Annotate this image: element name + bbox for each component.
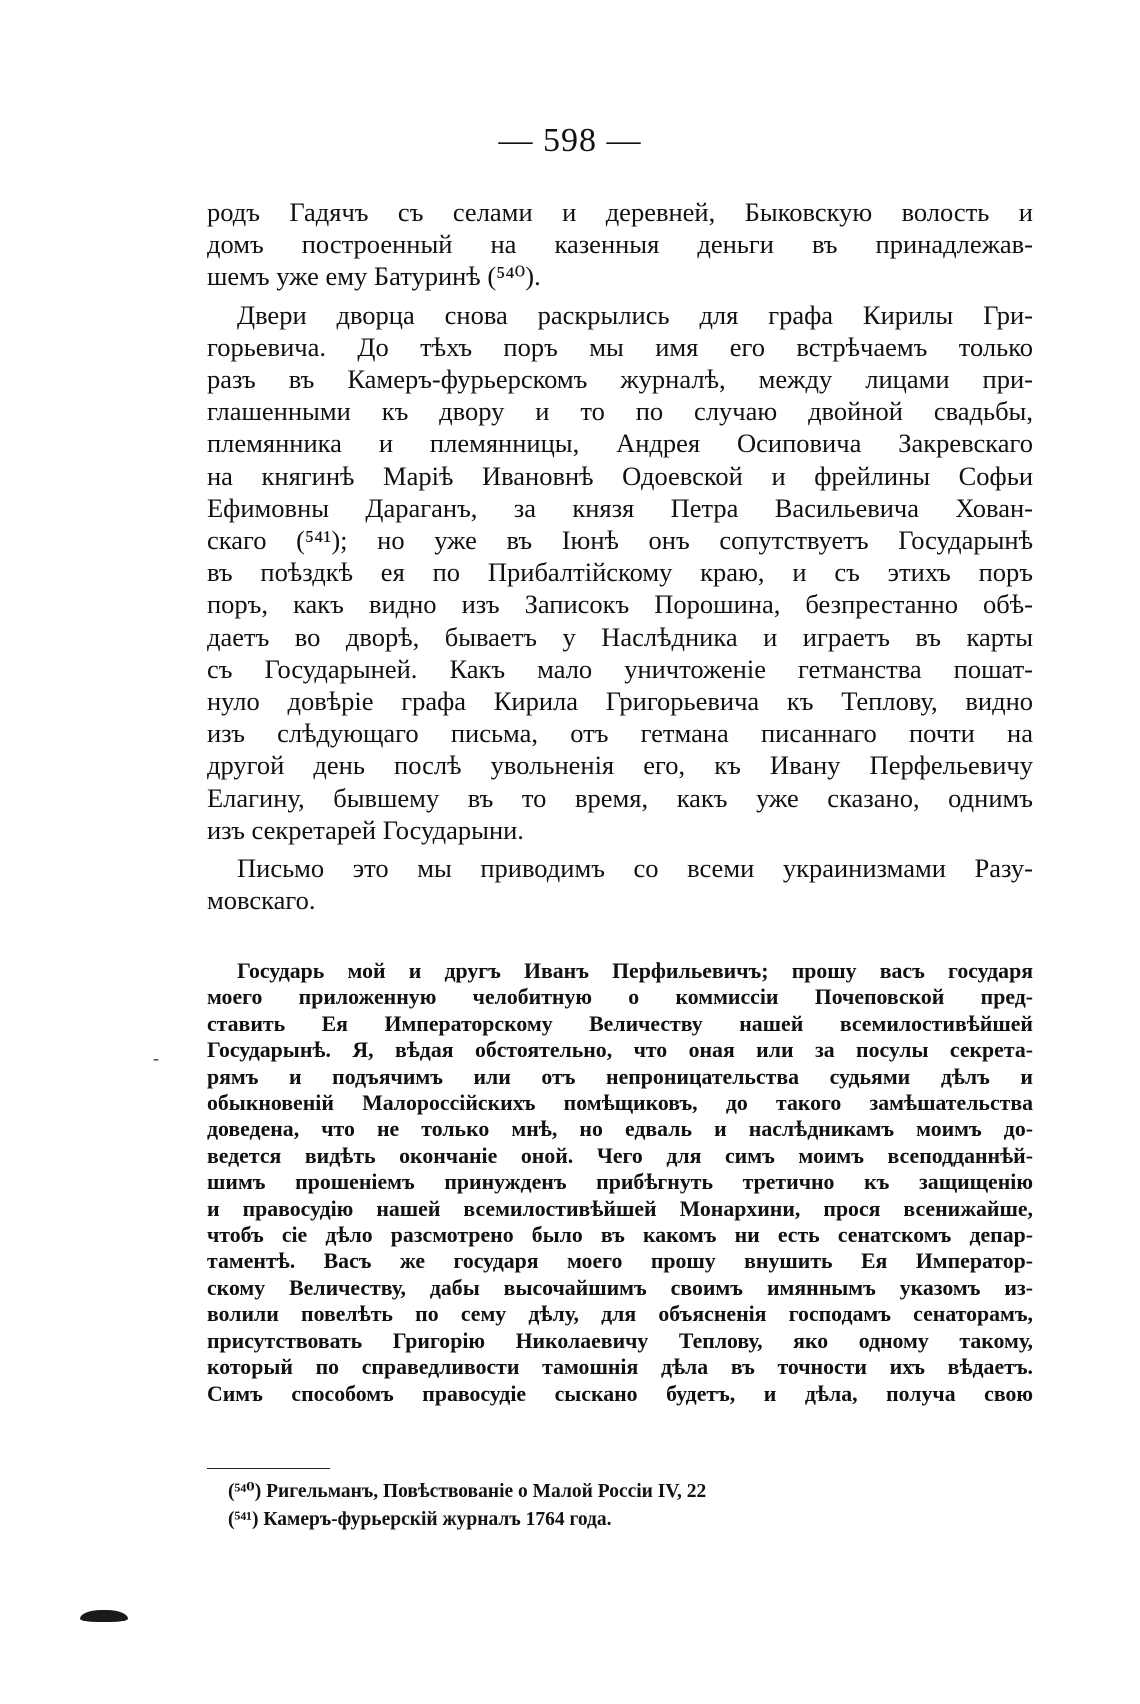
text-line: Ефимовны Дараганъ, за князя Петра Васильевича Хован- — [207, 492, 1033, 523]
text-line: Двери дворца снова раскрылись для графа Кирилы Гри- — [237, 299, 1033, 330]
text-line: скаго (⁵⁴¹); но уже въ Iюнѣ онъ сопутствуетъ Государынѣ — [207, 525, 1033, 556]
letter-line: обыкновенiй Малороссiйскихъ помѣщиковъ, до такого замѣшательства — [207, 1091, 1033, 1116]
letter-line: присутствовать Григорiю Николаевичу Теплову, яко одному такому, — [207, 1328, 1033, 1353]
letter-line: Симъ способомъ правосудiе сыскано будетъ, и дѣла, получа свою — [207, 1381, 1033, 1406]
footnote-541: (⁵⁴¹) Камеръ-фурьерскiй журналъ 1764 года. — [228, 1509, 612, 1530]
main-text-block — [207, 196, 1033, 916]
text-line: мовскаго. — [207, 885, 316, 916]
text-line: поръ, какъ видно изъ Записокъ Порошина, безпрестанно обѣ- — [207, 589, 1033, 620]
text-line: изъ секретарей Государыни. — [207, 814, 524, 845]
letter-line: ведется видѣть окончанiе оной. Чего для симъ моимъ всеподданнѣй- — [207, 1143, 1033, 1168]
margin-mark: - — [153, 1048, 159, 1068]
letter-line: шимъ прошенiемъ принужденъ прибѣгнуть третично къ защищенiю — [207, 1170, 1033, 1195]
text-line: Елагину, бывшему въ то время, какъ уже сказано, однимъ — [207, 782, 1033, 813]
text-line: даетъ во дворѣ, бываетъ у Наслѣдника и играетъ въ карты — [207, 621, 1033, 652]
text-line: другой день послѣ увольненiя его, къ Ивану Перфельевичу — [207, 750, 1033, 781]
text-line: глашенными къ двору и то по случаю двойной свадьбы, — [207, 396, 1033, 427]
letter-line: скому Величеству, дабы высочайшимъ своимъ имяннымъ указомъ из- — [207, 1275, 1033, 1300]
footnotes — [228, 1478, 706, 1534]
page-number: — 598 — — [498, 122, 642, 159]
letter-line: который по справедливости тамошнiя дѣла въ точности ихъ вѣдаетъ. — [207, 1355, 1033, 1380]
letter-line: доведена, что не только мнѣ, но едваль и наслѣдникамъ моимъ до- — [207, 1117, 1033, 1142]
ink-blot — [80, 1610, 128, 1622]
text-line: домъ построенный на казенныя деньги въ принадлежав- — [207, 229, 1033, 260]
text-line: въ поѣздкѣ ея по Прибалтiйскому краю, и съ этихъ поръ — [207, 557, 1033, 588]
letter-line: и правосудiю нашей всемилостивѣйшей Монархини, прося всенижайше, — [207, 1196, 1033, 1221]
text-line: горьевича. До тѣхъ поръ мы имя его встрѣчаемъ только — [207, 331, 1033, 362]
text-line: съ Государыней. Какъ мало уничтоженiе гетманства пошат- — [207, 653, 1033, 684]
text-line: изъ слѣдующаго письма, отъ гетмана писаннаго почти на — [207, 718, 1033, 749]
letter-line: волили повелѣть по сему дѣлу, для объясненiя господамъ сенаторамъ, — [207, 1302, 1033, 1327]
text-line: Письмо это мы приводимъ со всеми украинизмами Разу- — [237, 853, 1033, 884]
text-line: нуло довѣрiе графа Кирила Григорьевича къ Теплову, видно — [207, 686, 1033, 717]
letter-line: моего приложенную челобитную о коммиссiи Почеповской пред- — [207, 985, 1033, 1010]
text-line: на княгинѣ Марiѣ Ивановнѣ Одоевской и фрейлины Софьи — [207, 460, 1033, 491]
letter-line: Государь мой и другъ Иванъ Перфильевичъ; прошу васъ государя — [237, 959, 1033, 983]
letter-quote-block — [207, 958, 1033, 1407]
text-line: родъ Гадячъ съ селами и деревней, Быковскую волость и — [207, 197, 1033, 227]
text-line: шемъ уже ему Батуринѣ (⁵⁴⁰). — [207, 261, 541, 292]
letter-line: таментѣ. Васъ же государя моего прошу внушить Ея Император- — [207, 1249, 1033, 1274]
text-line: разъ въ Камеръ-фурьерскомъ журналѣ, между лицами при- — [207, 364, 1033, 395]
letter-line: чтобъ сiе дѣло разсмотрено было въ какомъ ни есть сенатскомъ депар- — [207, 1223, 1033, 1248]
letter-line: рямъ и подъячимъ или отъ непроницательства судьями дѣлъ и — [207, 1064, 1033, 1089]
footnote-rule — [207, 1468, 330, 1469]
text-line: племянника и племянницы, Андрея Осиповича Закревскаго — [207, 428, 1033, 459]
letter-line: Государынѣ. Я, вѣдая обстоятельно, что оная или за посулы секрета- — [207, 1038, 1033, 1063]
letter-line: ставить Ея Императорскому Величеству нашей всемилостивѣйшей — [207, 1011, 1033, 1036]
footnote-540: (⁵⁴⁰) Ригельманъ, Повѣствованiе о Малой Россiи IV, 22 — [228, 1481, 707, 1502]
